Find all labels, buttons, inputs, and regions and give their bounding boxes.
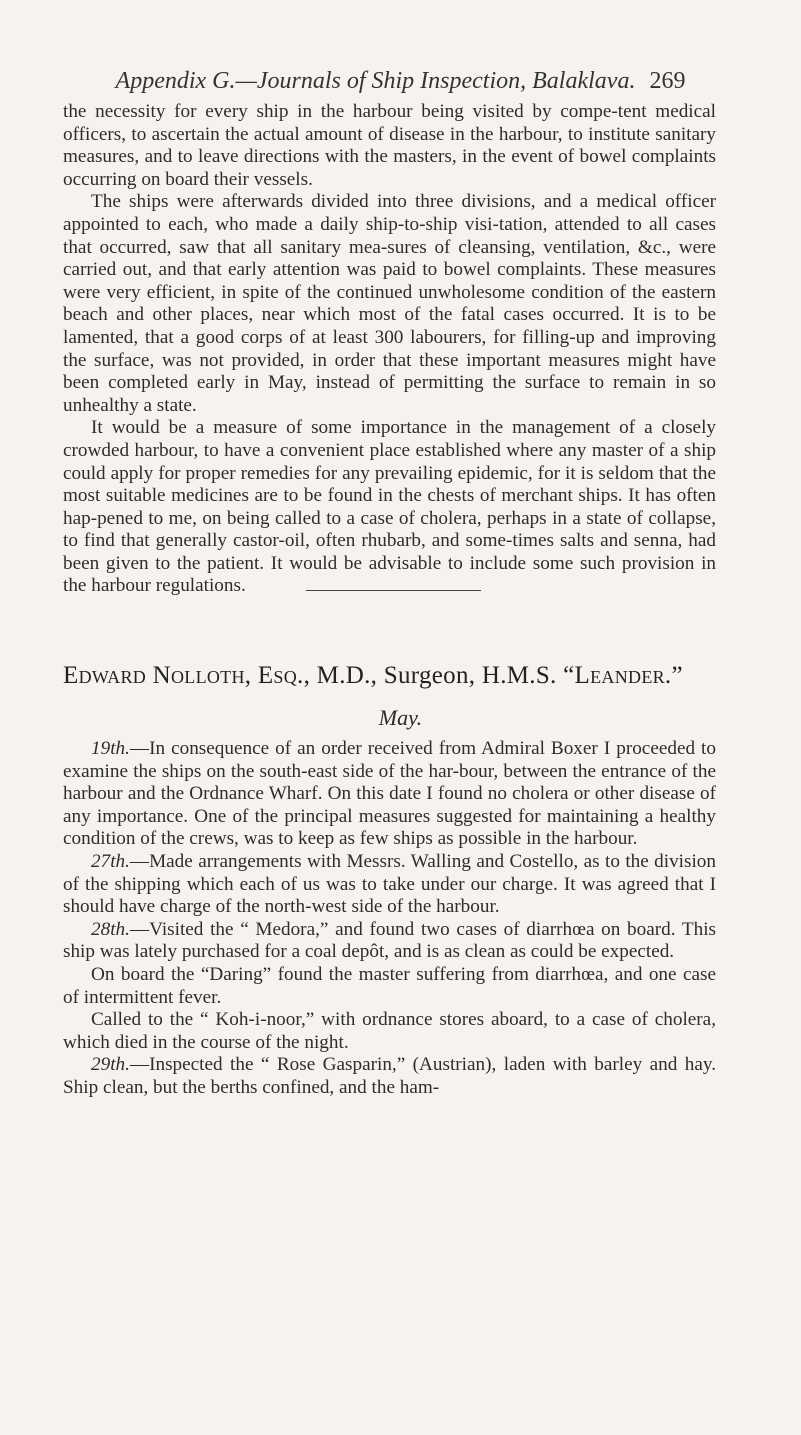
entry-text: —Made arrangements with Messrs. Walling and Costello, as to the division of the shipping which each of us was to take under our charge. It was agreed that I should have charge of the north-west side of the harbour. (63, 850, 716, 918)
journal-entry (63, 1054, 716, 1099)
journal-entry (63, 1009, 716, 1054)
entry-text: —Visited the “ Medora,” and found two cases of diarrhœa on board. This ship was lately purchased for a coal depôt, and is as clean as could be expected. (63, 918, 716, 963)
heading-ship: “Leander.” (563, 662, 683, 689)
section-1-text (63, 101, 716, 598)
month-heading: May. (378, 705, 423, 730)
journal-entry (63, 964, 716, 1009)
paragraph-3: It would be a measure of some importance in the management of a closely crowded harbour, to have a convenient place established where any master of a ship could apply for proper remedies for any prevailing epidemic, for it is seldom that the most suitable medicines are to be found in the chests of merchant ships. It has often hap-pened to me, on being called to a case of cholera, perhaps in a state of collapse, to find that generally castor-oil, often rhubarb, and some-times salts and senna, had been given to the patient. It would be advisable to include some such provision in the harbour regulations. (63, 417, 716, 597)
running-head-title: Appendix G.—Journals of Ship Inspection, Balaklava. (115, 68, 636, 94)
journal-entries (63, 738, 716, 1100)
section-heading (63, 662, 723, 690)
journal-entry (63, 919, 716, 964)
entry-text: Called to the “ Koh-i-noor,” with ordnance stores aboard, to a case of cholera, which died in the course of the night. (63, 1009, 716, 1053)
heading-rank: Surgeon, H.M.S. (383, 662, 557, 689)
entry-text: On board the “Daring” found the master suffering from diarrhœa, and one case of intermittent fever. (63, 963, 716, 1008)
journal-entry (63, 851, 716, 919)
entry-date: 29th. (91, 1054, 130, 1076)
entry-date: 28th. (91, 918, 130, 940)
paragraph-1: the necessity for every ship in the harbour being visited by compe-tent medical officers, to ascertain the actual amount of disease in the harbour, to institute sanitary measures, and to leave directions with the masters, in the event of bowel complaints occurring on board their vessels. (63, 101, 716, 190)
entry-date: 27th. (91, 850, 130, 872)
paragraph-2: The ships were afterwards divided into three divisions, and a medical officer appointed to each, who made a daily ship-to-ship visi-tation, attended to all cases that occurred, saw that all sanitary mea-sures of cleansing, ventilation, &c., were carried out, and that early attention was paid to bowel complaints. These measures were very efficient, in spite of the continued unwholesome condition of the eastern beach and other places, near which most of the fatal cases occurred. It is to be lamented, that a good corps of at least 300 labourers, for filling-up and improving the surface, was not provided, in order that these important measures might have been completed early in May, instead of permitting the surface to remain in so unhealthy a state. (63, 191, 716, 416)
entry-date: 19th. (91, 738, 130, 759)
running-head (0, 68, 801, 95)
section-divider (306, 590, 481, 591)
page-number: 269 (649, 68, 686, 94)
heading-name: Edward Nolloth, Esq., M.D., (63, 662, 378, 689)
entry-text: —In consequence of an order received from Admiral Boxer I proceeded to examine the ships on the south-east side of the har-bour, between the entrance of the harbour and the Ordnance Wharf. On this date I found no cholera or other disease of any importance. One of the principal measures suggested for maintaining a healthy condition of the crews, was to keep as few ships as possible in the harbour. (63, 738, 716, 850)
journal-entry (63, 738, 716, 851)
entry-text: —Inspected the “ Rose Gasparin,” (Austrian), laden with barley and hay. Ship clean, but the berths confined, and the ham- (63, 1054, 716, 1098)
